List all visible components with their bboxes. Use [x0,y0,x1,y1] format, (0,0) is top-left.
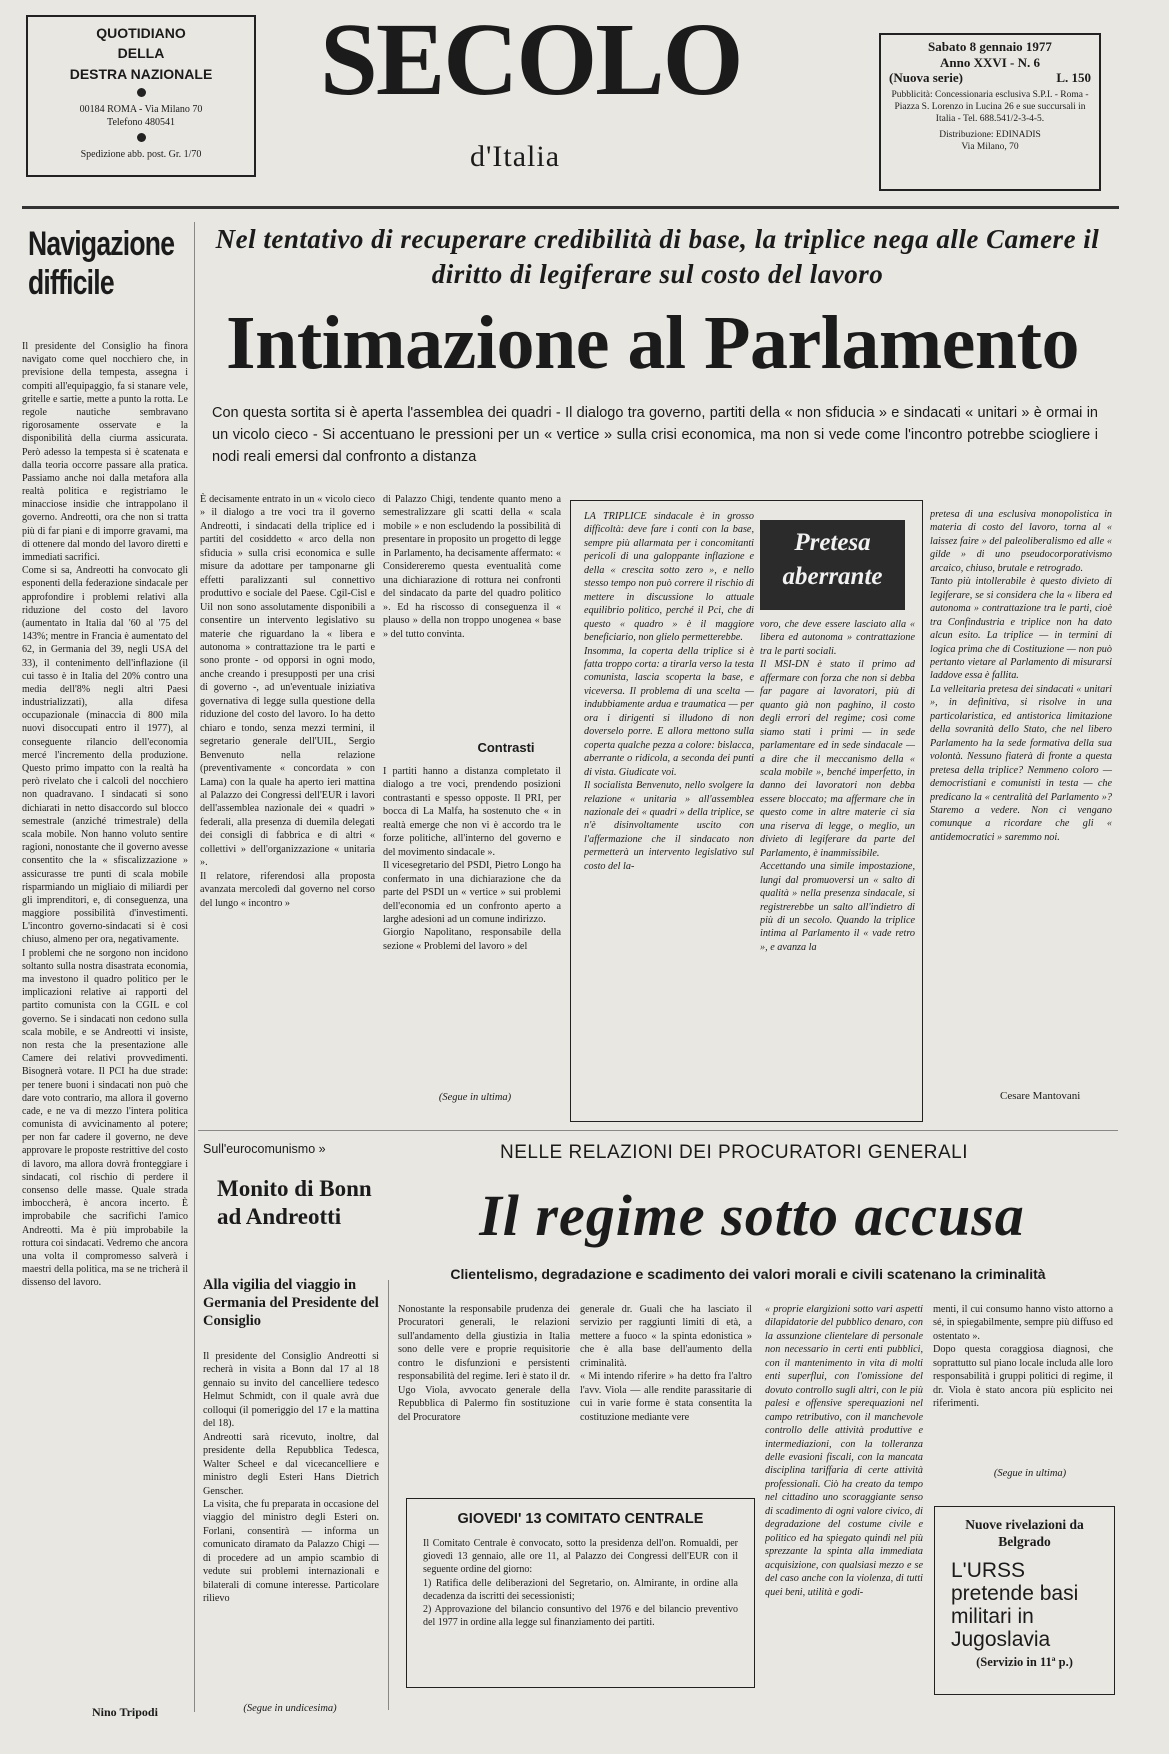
issue-price: L. 150 [1056,70,1091,86]
regime-segue: (Segue in ultima) [993,1468,1067,1479]
regime-col-1: Nonostante la responsabile prudenza dei Procuratori generali, le relazioni sull'andamento della giustizia in Italia sono delle vere e proprie requisitorie contro le disfunzioni e persistenti responsabilità del regime. Ieri è stato il dr. Ugo Viola, avvocato generale della Repubblica di Palermo fin sostituzione del Procuratore [398,1304,570,1423]
regime-col-3: « proprie elargizioni sotto vari aspetti dilapidatorie del pubblico denaro, con la assunzione clientelare di personale non necessario in certi enti pubblici, con il mantenimento in vita di molti enti superflui, con l'omissione del dovuto controllo sugli altri, con le più palesi e offensive sperequazioni nel campo retributivo, con il manchevole controllo delle attività produttive e intermediazioni, con la tolleranza delle evasioni fiscali, con la mancata disciplina tariffaria di certe attività professionali. Ciò ha creato da tempo nel cittadino uno scoraggiante senso di scadimento di ogni valore civico, di degradazione del costume civile e politico ed ha spiegato quindi nel più sprezzante la spinta alla immediata acquisizione, con qualsiasi mezzo e se del caso anche con la violenza, di tutti quei beni, utilità e godi- [765,1304,923,1598]
masthead-info-box [26,15,256,177]
masthead-issue-box [879,33,1101,191]
issue-date: Sabato 8 gennaio 1977 [928,39,1052,54]
main-kicker: Nel tentativo di recuperare credibilità di base, la triplice nega alle Camere il diritto di legiferare sul costo del lavoro [215,224,1100,290]
masthead-divider [22,206,1119,209]
masthead-line-3: DESTRA NAZIONALE [69,65,213,82]
urss-headline: L'URSS pretende basi militari in Jugoslavia [951,1558,1079,1652]
column-divider [388,1280,389,1710]
issue-series: (Nuova serie) [889,70,964,86]
regime-kicker: NELLE RELAZIONI DEI PROCURATORI GENERALI [500,1142,969,1163]
bullet-icon [137,133,146,142]
section-divider [198,1130,1118,1131]
main-deck: Con questa sortita si è aperta l'assemblea dei quadri - Il dialogo tra governo, partiti della « non sfiducia » e sindacati « unitari » è ormai in un vicolo cieco - Si accentuano le pressioni per un « vertice » sulla crisi economica, ma non si vede come l'incontro potrebbe sciogliere i nodi reali emersi dal confronto a distanza [212,405,1098,465]
editorial-title: Pretesa aberrante [760,520,905,610]
main-col-1: È decisamente entrato in un « vicolo cieco » il dialogo a tre voci tra il governo Andreotti, i sindacati della triplice ed i partiti del cosiddetto « arco della non sfiducia » sulla crisi economica e sulle misure da adottare per tamponarne gli effetti paralizzanti sul connettivo produttivo e sociale del Paese. Cgil-Cisl e Uil non sono assolutamente disponibili a consentire un intervento legislativo su materie che riguardano la « libera e autonoma » contrattazione tra le parti e sono pronte - od opporsi in ogni modo, anche creando i presupposti per una crisi di governo -, ad un'eventuale iniziativa governativa di legge sulla questione della riduzione del costo del lavoro. Io ha detto chiaro e tondo, senza mezzi termini, il segretario generale dell'UIL, Sergio Benvenuto nella relazione (preventivamente « concordata » con Lama) con la quale ha aperto ieri mattina al Palazzo dei Congressi dell'EUR i lavori dell'assemblea nazionale dei « quadri » federali, alla presenza di duemila delegati dei consigli di fabbrica e di altri « collettivi » dell'organizzazione « unitaria ». Il relatore, riferendosi alla proposta avanzata mercoledì dal governo nel corso del lungo « incontro » [200,494,375,909]
editorial-col-1: LA TRIPLICE sindacale è in grosso difficoltà: deve fare i conti con la base, sempre più allarmata per i concomitanti pericoli di una galoppante inflazione e della « crescita sotto zero », e nello stesso tempo non può correre il rischio di mettere in discussione lo attuale equilibrio politico, perché il Pci, che di questo « quadro » è il maggiore beneficiario, non glielo permetterebbe. Insomma, la coperta della triplice si è fatta troppo corta: a tirarla verso la testa comunista, lascia scoperta la base, e viceversa. Il problema di una scelta — indubbiamente ardua e traumatica — per ora i dirigenti si illudono di non doverselo porre. E allora mettono sulla coperta qualche pezza a colore: bislacca, aberrante o ridicola, a seconda dei punti di vista. Giudicate voi. Il socialista Benvenuto, nello svolgere la relazione « unitaria » all'assemblea nazionale dei « quadri » della triplice, se n'è disinvoltamente uscito con l'affermazione che il sindacato non permetterà un intervento legislativo sul costo del la- [584,511,754,872]
regime-headline: Il regime sotto accusa [479,1183,1025,1248]
editorial-author: Cesare Mantovani [1000,1090,1081,1102]
bonn-body: Il presidente del Consiglio Andreotti si recherà in visita a Bonn dal 17 al 18 gennaio su invito del cancelliere tedesco Helmut Schmidt, con il quale avrà due colloqui (il pomeriggio del 17 e la mattina del 18). Andreotti sarà ricevuto, inoltre, dal presidente della Repubblica Tedesca, Walter Scheel e dal vicecancelliere e ministro degli Esteri Hans Dietrich Genscher. La visita, che fu preparata in occasione del viaggio del ministro degli Esteri on. Forlani, consentirà — informa un comunicato diramato da Palazzo Chigi — di procedere ad un ampio scambio di vedute sui problemi internazionali e bilaterali di comune interesse. Particolare rilievo [203,1351,379,1605]
masthead-postal: Spedizione abb. post. Gr. 1/70 [80,148,202,160]
bullet-icon [137,88,146,97]
bonn-kicker: Sull'eurocomunismo » [203,1142,326,1156]
editorial-col-3: pretesa di una esclusiva monopolistica in materia di costo del lavoro, torna al « laissez faire » del paleoliberalismo ed alle « gilde » di uno pseudocorporativismo arcaico, chiuso, brutale e retrogrado. Tanto più intollerabile è questo divieto di legiferare, se si considera che la « libera ed autonoma » contrattazione tra le parti, cioè tra Confindustria e triplice non ha dato alcun esito. La triplice — in termini di logica prima che di Costituzione — non può pertanto vietare al Parlamento di misurarsi laddove essa è fallita. La velleitaria pretesa dei sindacati « unitari », in definitiva, si risolve in una particolaristica, ed antistorica limitazione della sovranità dello Stato, che nel libero Parlamento ha la sede formativa della sua volontà. Nessuno fiaterà di fronte a questa pretesa della triplice? Nemmeno coloro — democristiani e comunisti in testa — che predicano la « centralità del Parlamento »? Staremo a vedere. Non ci vengano comunque a ricordare che gli « antidemocratici » saremmo noi. [930,509,1112,843]
bonn-segue: (Segue in undicesima) [243,1703,337,1714]
main-headline: Intimazione al Parlamento [226,301,1079,385]
advertising-info: Pubblicità: Concessionaria esclusiva S.P.I. - Roma - Piazza S. Lorenzo in Lucina 26 e sue succursali in Italia - Tel. 688.541/2-3-4-5. [891,90,1089,124]
distribution-info: Distribuzione: EDINADIS Via Milano, 70 [939,129,1041,152]
column-divider [194,222,195,1712]
bonn-headline: Monito di Bonn ad Andreotti [217,1176,372,1229]
left-column-author: Nino Tripodi [92,1705,158,1719]
urss-kicker: Nuove rivelazioni da Belgrado [965,1517,1084,1549]
urss-box [934,1506,1115,1695]
masthead-line-1: QUOTIDIANO [96,25,186,41]
regime-col-4: menti, il cui consumo hanno visto attorno a sé, in spiegabilmente, sempre più diffuso ed ostentato ». Dopo questa coraggiosa diagnosi, che soprattutto sul piano locale includa alle loro responsabilità i gruppi politici di regime, il dr. Viola è stato ancora più esplicito nei riferimenti. [933,1304,1113,1410]
newspaper-subtitle: d'Italia [470,140,561,173]
cc-body: Il Comitato Centrale è convocato, sotto la presidenza dell'on. Romualdi, per giovedì 13 gennaio, alle ore 11, al Palazzo dei Congressi dell'EUR con il seguente ordine del giorno: 1) Ratifica delle deliberazioni del Segretario, on. Almirante, in ordine alla decadenza da iscritti dei secessionisti; 2) Approvazione del bilancio consuntivo del 1976 e del bilancio preventivo del 1977 in ordine alla legge sul finanziamento dei partiti. [423,1538,738,1629]
main-subhead: Contrasti [477,740,535,755]
regime-col-2: generale dr. Guali che ha lasciato il servizio per raggiunti limiti di età, a mettere a fuoco « la spinta edonistica » che è alla base dell'aumento della criminalità. « Mi intendo riferire » ha detto fra l'altro l'avv. Viola — alle rendite parassitarie di cui in varie forme è stata consentita la costituzione mediante vere [580,1304,752,1423]
masthead-address: 00184 ROMA - Via Milano 70 Telefono 480541 [79,103,203,128]
bonn-subhead: Alla vigilia del viaggio in Germania del Presidente del Consiglio [203,1277,379,1330]
masthead-line-2: DELLA [117,45,165,62]
issue-number: Anno XXVI - N. 6 [939,54,1041,70]
main-col-2: di Palazzo Chigi, tendente quanto meno a semestralizzare gli scatti della « scala mobile » e non escludendo la possibilità di presentare in proposito un progetto di legge in Parlamento, ha decisamente affermato: « Considereremo questa eventualità come una dichiarazione di rottura nei confronti del sindacato da parte del quadro politico ». Ed ha riscosso di conseguenza il « plauso » della non troppo unogenea « base » del tutto convinta. [383,494,561,640]
left-column-title: Navigazione difficile [28,225,175,303]
cc-title: GIOVEDI' 13 COMITATO CENTRALE [457,1511,704,1527]
central-committee-box [406,1498,755,1688]
urss-footer: (Servizio in 11ª p.) [976,1655,1073,1670]
newspaper-title: SECOLO [320,2,742,117]
editorial-col-2: voro, che deve essere lasciato alla « libera ed autonoma » contrattazione tra le parti sociali. Il MSI-DN è stato il primo ad affermare con forza che non si debba far pagare ai lavoratori, più di quanto già non paghino, il costo degli errori del regime; così come siamo stati i primi — in sede parlamentare ed in sede sindacale — a dire che il meccanismo della « scala mobile », benché imperfetto, in danno dei lavoratori non debba essere bloccato; ma affermare che in questo come in altre materie ci sia una riserva di legge, o meglio, un divieto di legiferare da parte del Parlamento, è inammissibile. Accettando una simile impostazione, lungi dal promuoversi un « salto di qualità » nella presenza sindacale, si registrerebbe un salto all'indietro di più di un secolo. Quando la triplice intima al Parlamento il « vade retro », e avanza la [760,619,915,953]
left-column-body: Il presidente del Consiglio ha finora navigato come quel nocchiero che, in previsione della tempesta, assegna i compiti all'equipaggio, fa si stanare vele, gritelle e sartie, mette a punto la rotta. Le regole nautiche sembravano rigorosamente osservate e la disponibilità della ciurma assicurata. Però adesso la tempesta si è scatenata e dalla teoria occorre passare alla pratica. Passiamo anche noi dalla metafora alla realtà politica e registriamo le minacciose insidie che intrappolano il governo. Andreotti, ora che non si tratta più di far piani e di imporre gravami, ma di ottenere dal mondo del lavoro diretti e immediati sacrifici. Come si sa, Andreotti ha convocato gli esponenti della federazione sindacale per approfondire i problemi relativi alla riduzione del costo del lavoro (aumentato in Italia dal '60 al '75 del 143%; mentre in Francia è aumentato del 62, in Germania del 39, negli USA del 33), il contenimento dell'inflazione (il cui tasso è in Italia del 20% contro una media dell'8% negli altri Paesi industrializzati), alla difesa occupazionale (minaccia di 800 mila nuovi disoccupati entro il 1977), al conseguente rilancio dell'economia mercé l'incremento della produzione. Questo primo impatto con la realtà ha però rivelato che i calcoli del nocchiero non quadravano. I sindacati si sono dichiarati in netto disaccordo sul blocco semestrale (anziché trimestrale) della scala mobile. Non hanno voluto sentire ragioni, nonostante che il governo avesse consentito che la « sfiscalizzazione » assicurasse tre punti di scala mobile risparmiando un migliaio di miliardi per gli imprenditori, e, di conseguenza, una maggiore possibilità d'investimenti. L'incontro governo-sindacati si è così chiuso, almeno per ora, negativamente. I problemi che ne sorgono non incidono soltanto sulla nostra disastrata economia, ma investono il quadro politico per le implicazioni relative ai rapporti del partito comunista con la CGIL e col governo. Se i sindacati non cedono sulla scala mobile, e se Andreotti vi insiste, non resta che la presentazione alle Camere dei relativi provvedimenti. Bisognerà votare. Il PCI ha due strade: per tenere buoni i sindacati non può che dare voto contrario, ma allora il governo cade, e ne va di mezzo l'intera politica comunista di avvicinamento al potere; per non far cadere il governo, ne deve approvare le proposte restrittive del costo di lavoro, ma allora dovrà fronteggiare i sindacati, col rischio di perdere il consenso delle masse. Quale strada imboccherà, è ancora incerto. È improbabile che sacrifichi l'amico Andreotti. Ma è più improbabile la rottura coi sindacati. Vedremo che ancora una volta il compromesso salverà i maestri della politica, ma se ne tricherà il dissenso del lavoro. [22,341,188,1289]
main-segue: (Segue in ultima) [438,1092,512,1103]
main-col-2b: I partiti hanno a distanza completato il dialogo a tre voci, prendendo posizioni contrastanti e spesso opposte. Il PRI, per bocca di La Malfa, ha sostenuto che « in realtà emerge che non vi è accordo tra le forze politiche, all'interno del governo e del movimento sindacale ». Il vicesegretario del PSDI, Pietro Longo ha confermato in una dichiarazione che da parte del PSDI un « vertice » sui problemi dell'economia ed un confronto aperto a larghe adesioni ad un comune indirizzo. Giorgio Napolitano, responsabile della sezione « Problemi del lavoro » del [383,766,561,952]
regime-deck: Clientelismo, degradazione e scadimento dei valori morali e civili scatenano la criminalità [450,1266,1046,1282]
